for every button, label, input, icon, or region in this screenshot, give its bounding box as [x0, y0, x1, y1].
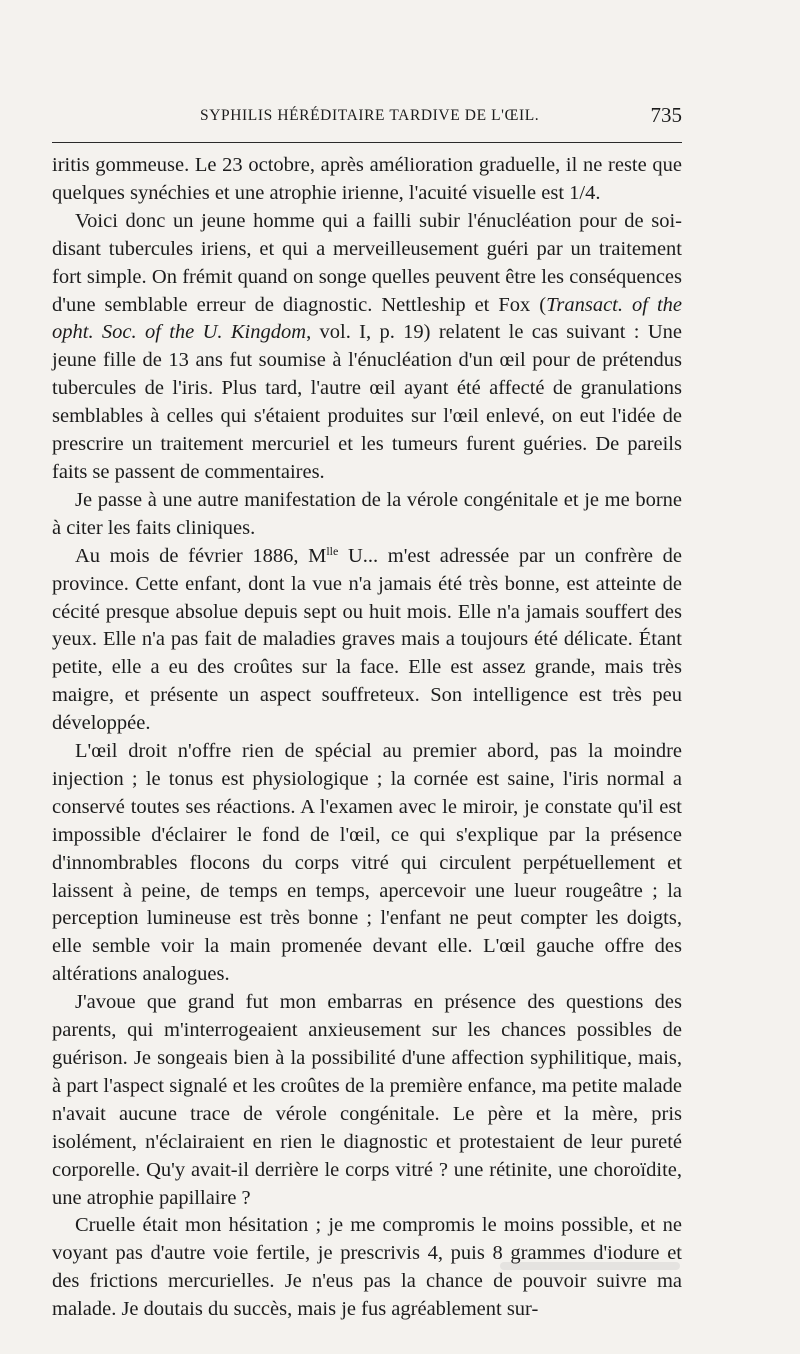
- text-run: , vol. I, p. 19) relatent le cas suivant : Une jeune fille de 13 ans fut soumise à l'énucléation d'un œil pour de prétendus tubercules de l'iris. Plus tard, l'autre œil ayant été affecté de granulations semblables à celles qui s'étaient produites sur l'œil enlevé, on eut l'idée de prescrire un traitement mercuriel et les tumeurs furent guéries. De pareils faits se passent de commentaires.: [52, 321, 682, 483]
- citation-title: Transact. of the opht. Soc. of the U. Kingdom: [52, 293, 682, 344]
- text-run: Je passe à une autre manifestation de la vérole congénitale et je me borne à citer les faits cliniques.: [52, 488, 682, 539]
- text-run: U... m'est adressée par un confrère de province. Cette enfant, dont la vue n'a jamais été très bonne, est atteinte de cécité presque absolue depuis sept ou huit mois. Elle n'a jamais souffert des yeux. Elle n'a pas fait de maladies graves mais a toujours été délicate. Étant petite, elle a eu des croûtes sur la face. Elle est assez grande, mais très maigre, et présente un aspect souffreteux. Son intelligence est très peu développée.: [52, 544, 682, 735]
- superscript: lle: [326, 543, 339, 558]
- paragraph: [52, 989, 682, 1212]
- text-run: Au mois de février 1886, M: [75, 544, 327, 567]
- scan-smudge: [500, 1262, 680, 1270]
- paragraph: [52, 208, 682, 487]
- text-run: Cruelle était mon hésitation ; je me compromis le moins possible, et ne voyant pas d'autre voie fertile, je prescrivis 4, puis 8 grammes d'iodure et des frictions mercurielles. Je n'eus pas la chance de pouvoir suivre ma malade. Je doutais du succès, mais je fus agréablement sur-: [52, 1214, 682, 1321]
- page-number: 735: [650, 103, 682, 127]
- paragraph: [52, 738, 682, 989]
- text-run: iritis gommeuse. Le 23 octobre, après amélioration graduelle, il ne reste que quelques synéchies et une atrophie irienne, l'acuité visuelle est 1/4.: [52, 154, 682, 204]
- paragraph: [52, 487, 682, 543]
- running-title: SYPHILIS HÉRÉDITAIRE TARDIVE DE L'ŒIL.: [200, 107, 540, 124]
- body-text: [52, 152, 682, 1324]
- paragraph: [52, 543, 682, 738]
- page-header: [52, 103, 682, 133]
- text-run: Voici donc un jeune homme qui a failli subir l'énucléation pour de soi-disant tubercules iriens, et qui a merveilleusement guéri par un traitement fort simple. On frémit quand on songe quelles peuvent être les conséquences d'une semblable erreur de diagnostic. Nettleship et Fox (: [52, 209, 682, 316]
- header-rule: [52, 142, 682, 143]
- text-run: L'œil droit n'offre rien de spécial au premier abord, pas la moindre injection ; le tonus est physiologique ; la cornée est saine, l'iris normal a conservé toutes ses réactions. A l'examen avec le miroir, je constate qu'il est impossible d'éclairer le fond de l'œil, ce qui s'explique par la présence d'innombrables flocons du corps vitré qui circulent perpétuellement et laissent à peine, de temps en temps, apercevoir une lueur rougeâtre ; la perception lumineuse est très bonne ; l'enfant ne peut compter les doigts, elle semble voir la main promenée devant elle. L'œil gauche offre des altérations analogues.: [52, 740, 682, 986]
- text-run: J'avoue que grand fut mon embarras en présence des questions des parents, qui m'interrogeaient anxieusement sur les chances possibles de guérison. Je songeais bien à la possibilité d'une affection syphilitique, mais, à part l'aspect signalé et les croûtes de la première enfance, ma petite malade n'avait aucune trace de vérole congénitale. Le père et la mère, pris isolément, n'éclairaient en rien le diagnostic et protestaient de leur pureté corporelle. Qu'y avait-il derrière le corps vitré ? une rétinite, une choroïdite, une atrophie papillaire ?: [52, 991, 682, 1209]
- paragraph: [52, 152, 682, 208]
